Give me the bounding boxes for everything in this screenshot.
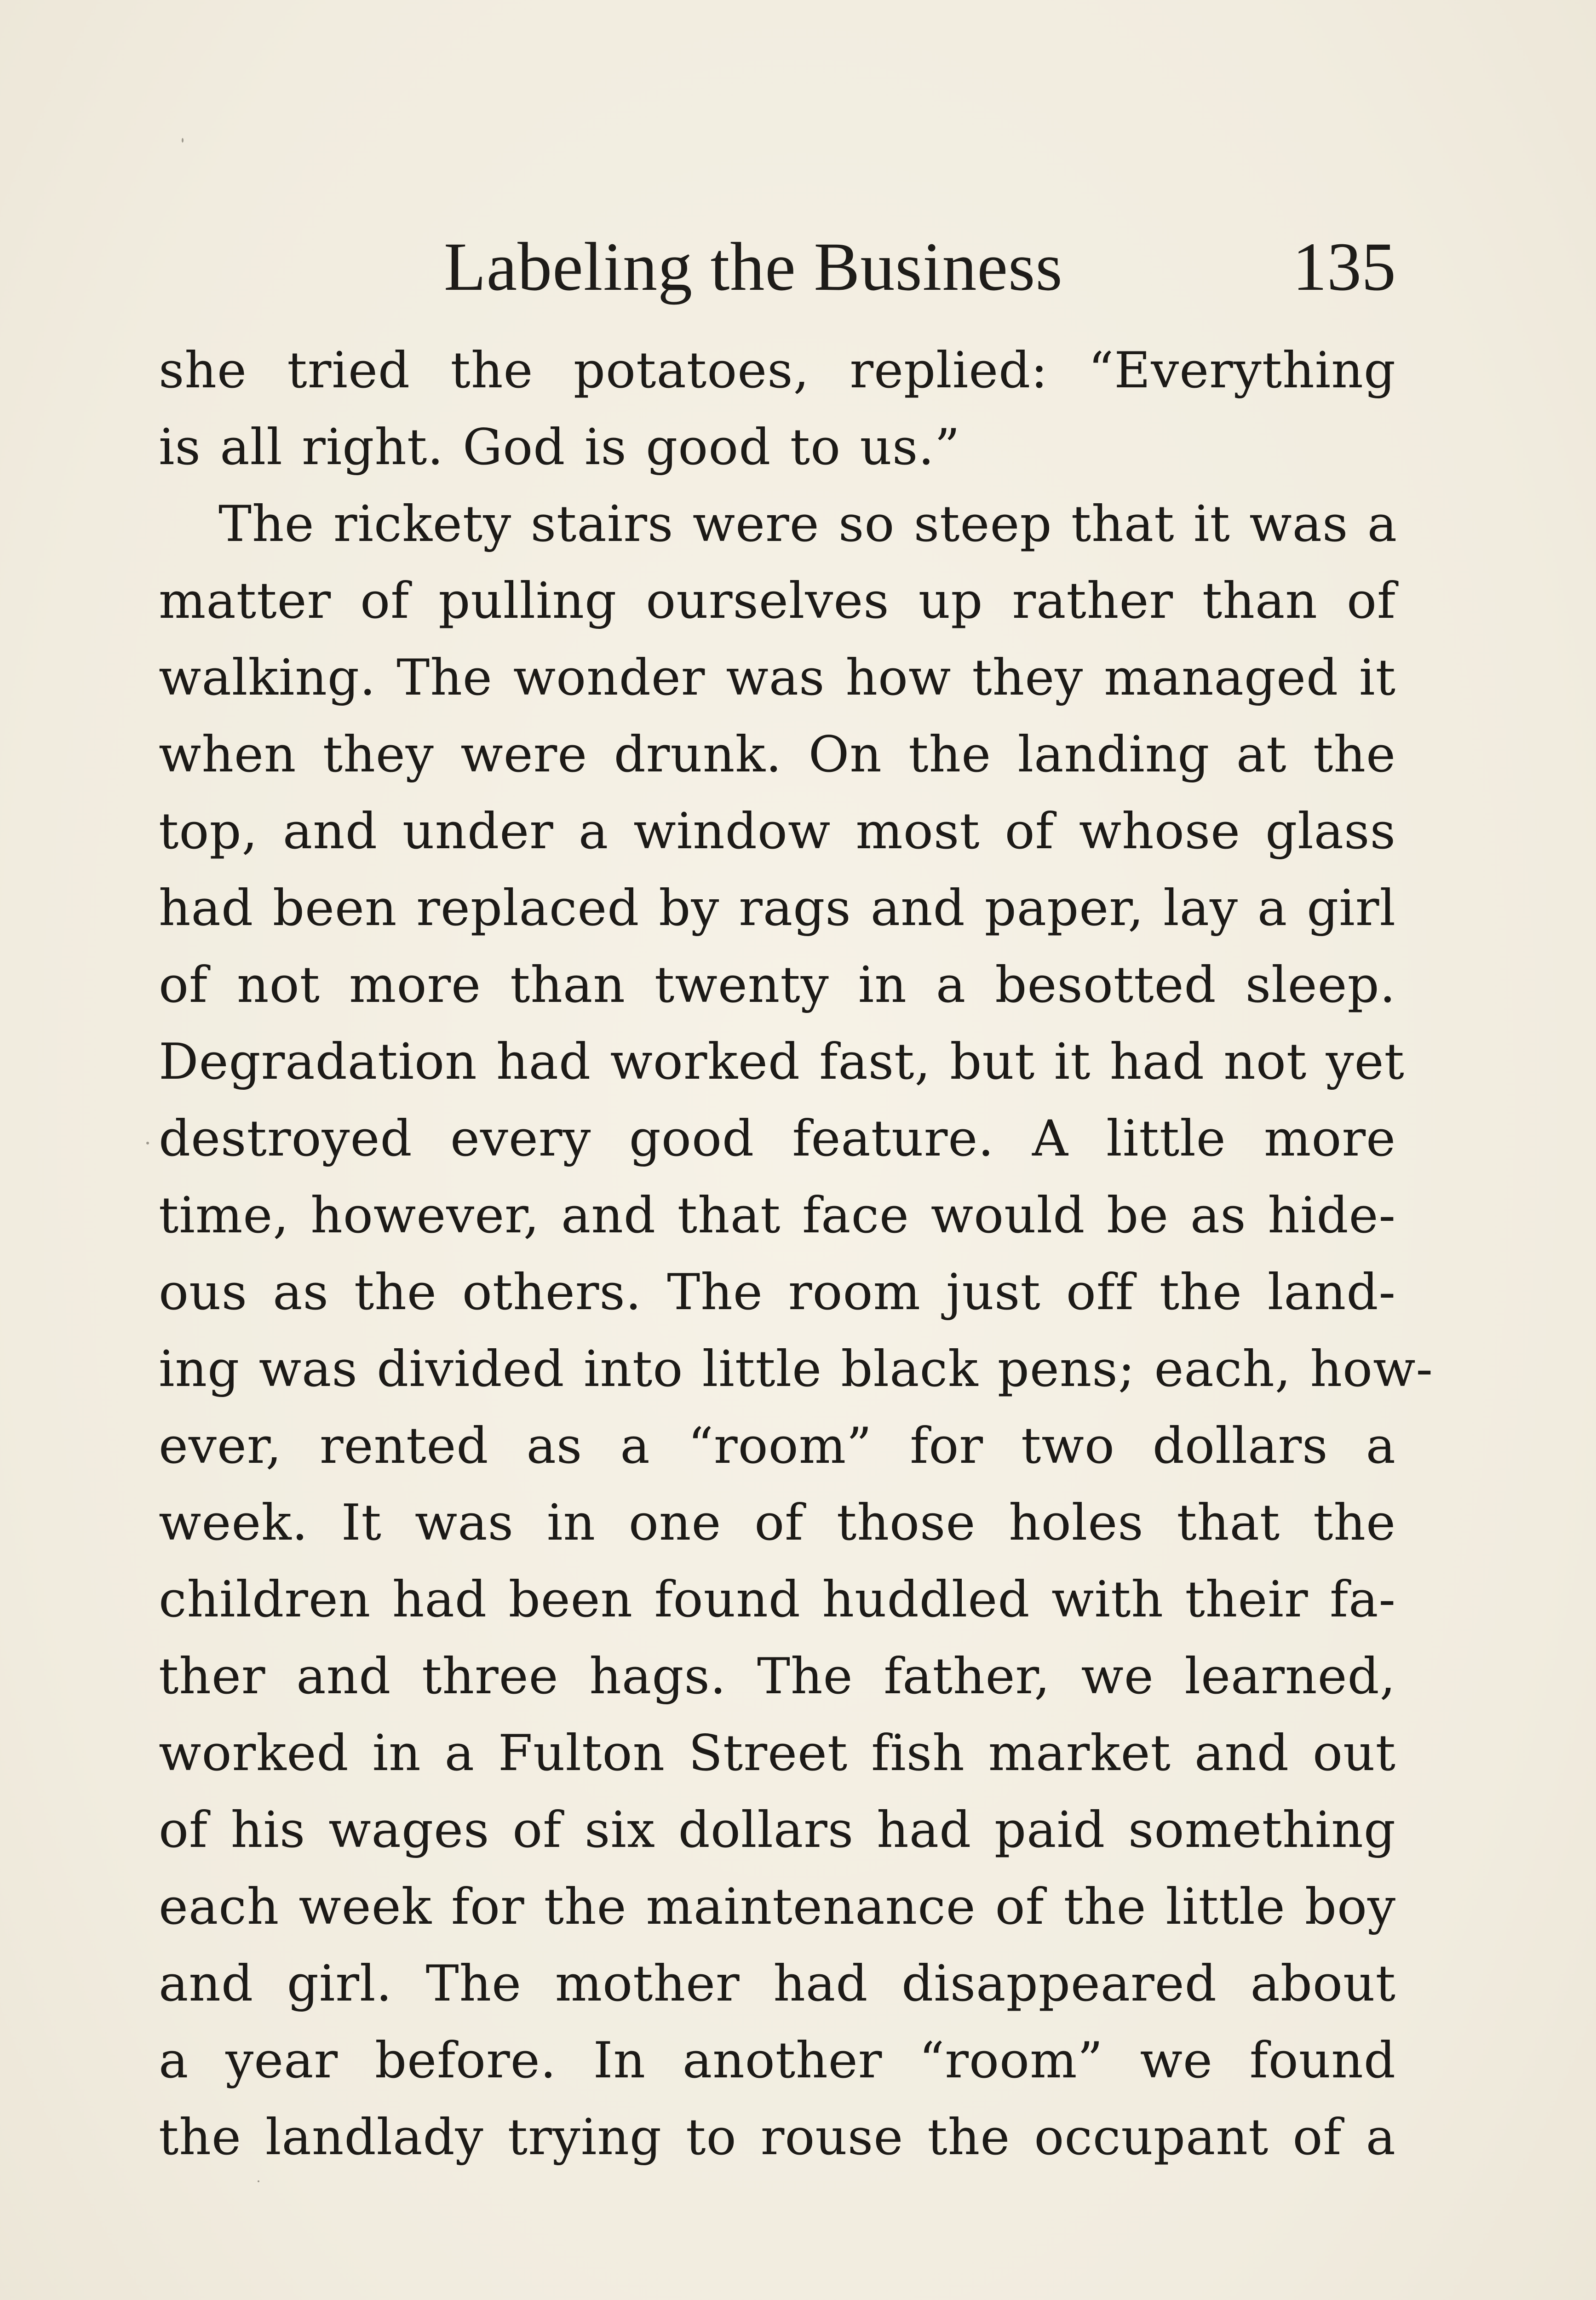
chapter-title: Labeling the Business xyxy=(444,229,1063,305)
text-line: ther and three hags. The father, we learned, xyxy=(159,1648,1396,1705)
text-line: walking. The wonder was how they managed it xyxy=(159,649,1396,707)
running-head xyxy=(159,221,1396,322)
text-line: she tried the potatoes, replied: “Everything xyxy=(159,342,1396,399)
text-line: time, however, and that face would be as hide- xyxy=(159,1187,1396,1244)
text-line: ing was divided into little black pens; each, how- xyxy=(159,1340,1433,1398)
text-line: top, and under a window most of whose glass xyxy=(159,803,1396,860)
text-line: matter of pulling ourselves up rather than of xyxy=(159,572,1396,630)
text-line: week. It was in one of those holes that the xyxy=(159,1494,1396,1552)
text-line: destroyed every good feature. A little more xyxy=(159,1110,1396,1167)
text-line: the landlady trying to rouse the occupant of a xyxy=(159,2109,1396,2166)
text-line: ous as the others. The room just off the land- xyxy=(159,1264,1396,1321)
text-line: when they were drunk. On the landing at the xyxy=(159,726,1396,783)
text-line: of not more than twenty in a besotted sleep. xyxy=(159,956,1396,1014)
text-line: of his wages of six dollars had paid something xyxy=(159,1801,1396,1859)
text-line: a year before. In another “room” we found xyxy=(159,2032,1396,2089)
text-line: each week for the maintenance of the little boy xyxy=(159,1878,1396,1936)
paper-speck xyxy=(146,1142,149,1144)
page-number: 135 xyxy=(1292,229,1396,305)
text-line: and girl. The mother had disappeared about xyxy=(159,1955,1396,2012)
text-line: Degradation had worked fast, but it had not yet xyxy=(159,1033,1405,1091)
text-line: is all right. God is good to us.” xyxy=(159,419,960,476)
text-line: children had been found huddled with their fa- xyxy=(159,1571,1396,1628)
text-line: worked in a Fulton Street fish market and out xyxy=(159,1725,1396,1782)
paper-speck xyxy=(258,2180,259,2182)
text-line: ever, rented as a “room” for two dollars a xyxy=(159,1417,1396,1475)
paper-speck xyxy=(182,138,184,143)
body-text xyxy=(159,332,1433,2176)
text-line: The rickety stairs were so steep that it was a xyxy=(218,495,1398,553)
text-line: had been replaced by rags and paper, lay a girl xyxy=(159,880,1396,937)
